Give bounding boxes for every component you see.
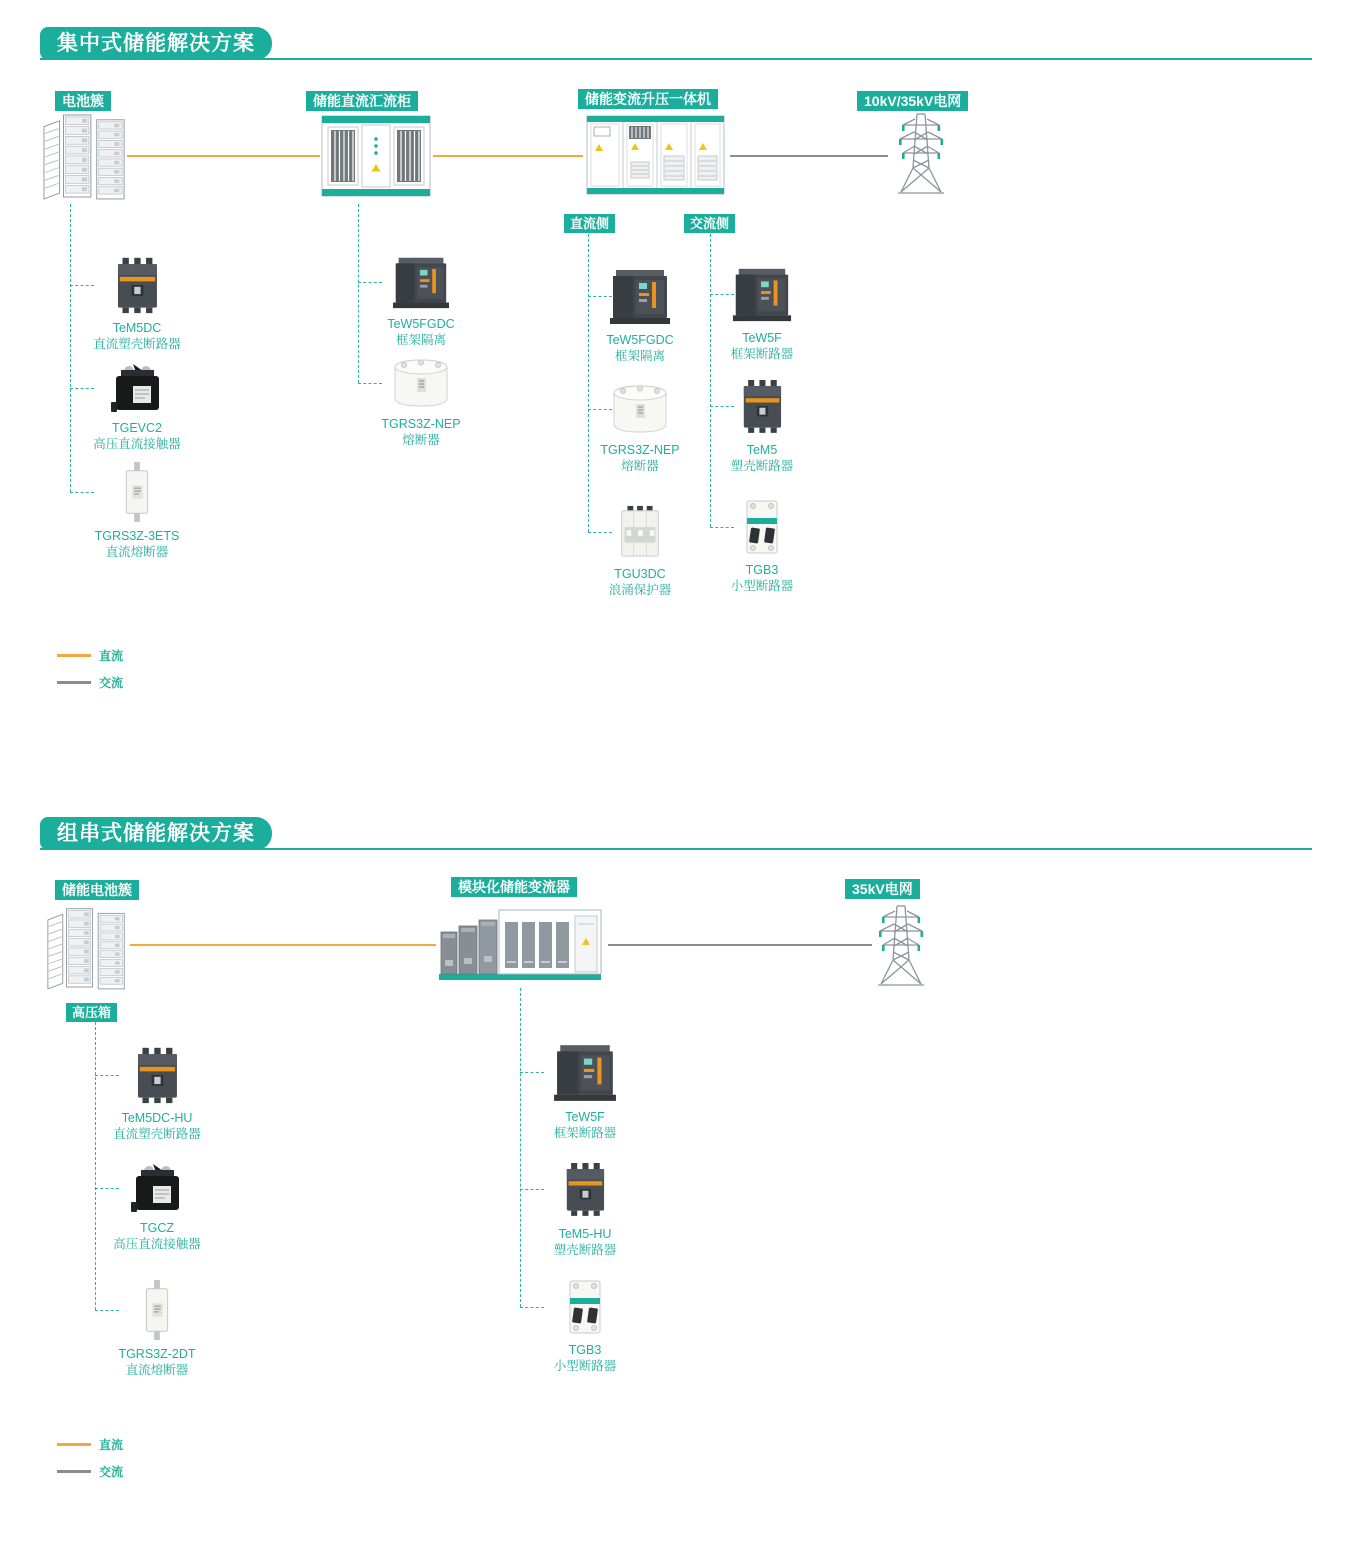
component-item <box>346 356 496 449</box>
component-desc: 熔断器 <box>402 433 440 448</box>
component-model: TeM5DC-HU <box>121 1111 193 1125</box>
component-desc: 熔断器 <box>621 459 659 474</box>
hv-box-label: 高压箱 <box>66 1003 117 1022</box>
blade-fuse-icon <box>137 1280 177 1340</box>
component-item <box>687 376 837 475</box>
dc-combiner-cabinet-icon <box>320 112 432 200</box>
component-item <box>510 1041 660 1142</box>
legend-ac-label: 交流 <box>99 676 124 690</box>
mccb-icon <box>559 1158 611 1220</box>
node-label-pcs-stepup: 储能变流升压一体机 <box>578 89 718 109</box>
legend-dc-swatch <box>57 1443 91 1446</box>
component-desc: 塑壳断路器 <box>730 459 794 474</box>
battery-rack-icon <box>42 106 128 202</box>
pcs-stepup-station-icon <box>583 110 728 200</box>
component-model: TGEVC2 <box>111 421 162 435</box>
blade-fuse-icon <box>118 462 156 522</box>
component-desc: 小型断路器 <box>730 579 794 594</box>
section1-title: 集中式储能解决方案 <box>40 27 272 60</box>
component-desc: 塑壳断路器 <box>553 1243 617 1258</box>
drum-fuse-icon <box>392 356 450 410</box>
component-desc: 高压直流接触器 <box>93 437 181 452</box>
node-label-battery-cluster: 电池簇 <box>55 91 111 111</box>
component-desc: 框架隔离 <box>395 333 446 348</box>
component-desc: 直流熔断器 <box>125 1363 189 1378</box>
mini-breaker-icon <box>741 498 783 556</box>
ac-side-label: 交流侧 <box>684 214 735 233</box>
component-item <box>510 1278 660 1375</box>
drum-fuse-icon <box>611 382 669 436</box>
component-item <box>82 1280 232 1379</box>
component-model: TeW5F <box>565 1110 605 1124</box>
component-model: TGU3DC <box>614 567 666 581</box>
component-item <box>346 254 496 349</box>
component-item <box>62 462 212 561</box>
node-label-grid: 35kV电网 <box>845 879 920 899</box>
ac-flow-line <box>730 155 888 157</box>
legend-dc-label: 直流 <box>99 1438 124 1452</box>
frame-breaker-icon <box>552 1041 618 1103</box>
ac-flow-line <box>608 944 872 946</box>
component-model: TGB3 <box>745 563 779 577</box>
component-desc: 浪涌保护器 <box>608 583 672 598</box>
component-desc: 框架断路器 <box>553 1126 617 1141</box>
mccb-icon <box>128 1046 186 1104</box>
dc-flow-line <box>433 155 583 157</box>
legend-ac-swatch <box>57 1470 91 1473</box>
mccb-icon <box>108 256 166 314</box>
transmission-tower-icon <box>874 902 928 988</box>
legend-dc-label: 直流 <box>99 649 124 663</box>
component-model: TGRS3Z-2DT <box>118 1347 196 1361</box>
component-desc: 框架断路器 <box>730 347 794 362</box>
component-item <box>82 1046 232 1143</box>
component-model: TGRS3Z-NEP <box>600 443 680 457</box>
component-model: TeM5 <box>746 443 778 457</box>
frame-breaker-icon <box>389 254 453 310</box>
mini-breaker-icon <box>564 1278 606 1336</box>
legend-ac-swatch <box>57 681 91 684</box>
component-item <box>82 1162 232 1253</box>
component-desc: 直流塑壳断路器 <box>113 1127 201 1142</box>
contactor-icon <box>129 1162 185 1214</box>
node-label-modular-pcs: 模块化储能变流器 <box>451 877 577 897</box>
modular-pcs-container-icon <box>437 902 605 984</box>
dc-flow-line <box>127 155 320 157</box>
component-item <box>687 264 837 363</box>
component-model: TeW5FGDC <box>606 333 674 347</box>
component-desc: 框架隔离 <box>614 349 665 364</box>
component-model: TGCZ <box>139 1221 175 1235</box>
transmission-tower-icon <box>894 110 948 196</box>
frame-breaker-icon <box>731 264 793 324</box>
component-desc: 高压直流接触器 <box>113 1237 201 1252</box>
component-model: TGB3 <box>568 1343 602 1357</box>
component-item <box>510 1158 660 1259</box>
legend-ac-label: 交流 <box>99 1465 124 1479</box>
mccb-icon <box>736 376 788 436</box>
component-model: TeW5F <box>742 331 782 345</box>
component-model: TeW5FGDC <box>387 317 455 331</box>
component-model: TeM5DC <box>112 321 162 335</box>
component-desc: 直流熔断器 <box>105 545 169 560</box>
node-label-grid: 10kV/35kV电网 <box>857 91 968 111</box>
section2-title: 组串式储能解决方案 <box>40 817 272 850</box>
node-label-storage-battery-cluster: 储能电池簇 <box>55 880 139 900</box>
dc-side-label: 直流侧 <box>564 214 615 233</box>
frame-breaker-icon <box>608 266 672 326</box>
component-model: TGRS3Z-NEP <box>381 417 461 431</box>
component-item <box>62 256 212 353</box>
contactor-icon <box>109 362 165 414</box>
component-desc: 直流塑壳断路器 <box>93 337 181 352</box>
component-desc: 小型断路器 <box>553 1359 617 1374</box>
component-model: TGRS3Z-3ETS <box>94 529 180 543</box>
dc-flow-line <box>130 944 436 946</box>
surge-protector-icon <box>617 504 663 560</box>
legend-dc-swatch <box>57 654 91 657</box>
node-label-dc-combiner: 储能直流汇流柜 <box>306 91 418 111</box>
dashed-connector <box>520 988 521 1307</box>
component-item <box>62 362 212 453</box>
component-model: TeM5-HU <box>558 1227 612 1241</box>
battery-rack-icon <box>46 900 128 992</box>
component-item <box>687 498 837 595</box>
